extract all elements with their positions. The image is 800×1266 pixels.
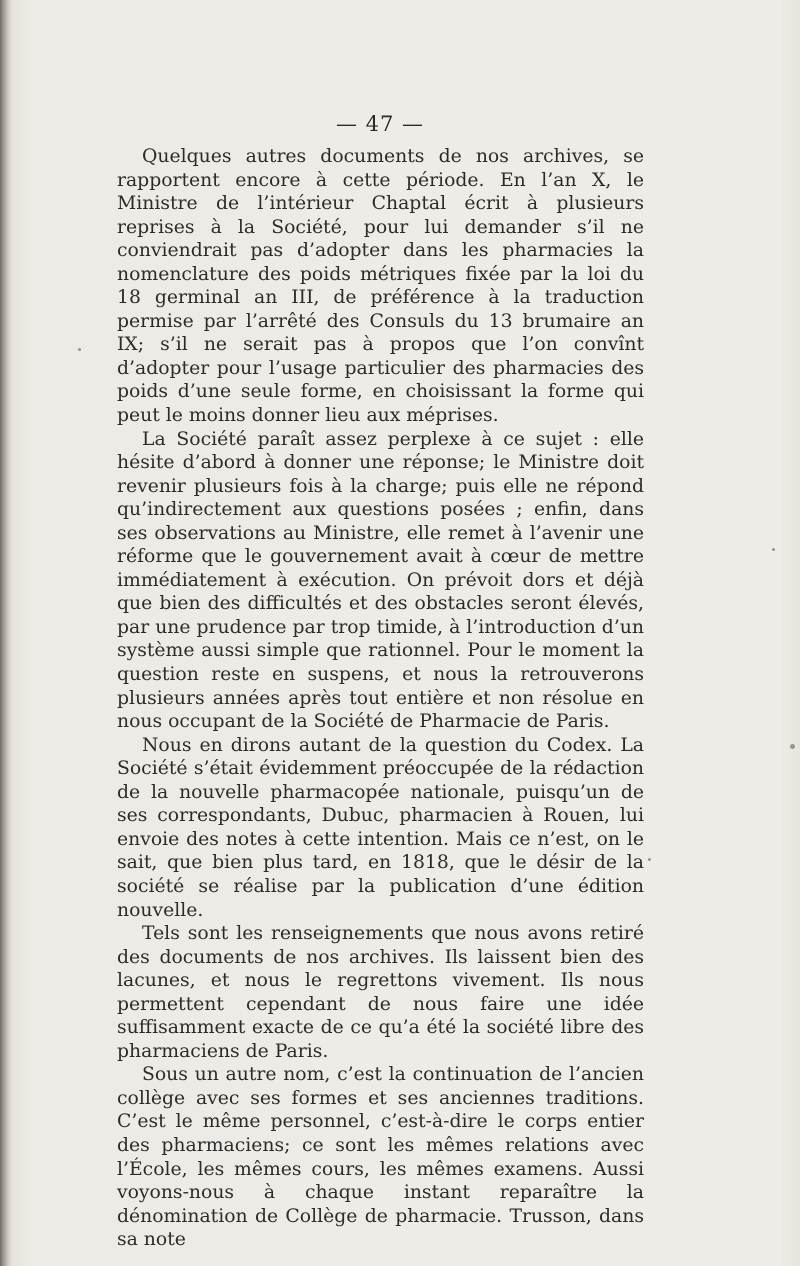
- paragraph-3: Nous en dirons autant de la question du Codex. La Société s’était évidemment préoccupée de la rédaction de la nouvelle pharmacopée nationale, puisqu’un de ses correspondants, Dubuc, pharmacien à Rouen, lui envoie des notes à cette intention. Mais ce n’est, on le sait, que bien plus tard, en 1818, que le désir de la société se réalise par la publication d’une édition nouvelle.: [117, 734, 644, 921]
- paragraph-1: Quelques autres documents de nos archives, se rapportent encore à cette période. En l’an X, le Ministre de l’intérieur Chaptal écrit à plusieurs reprises à la Société, pour lui demander s’il ne conviendrait pas d’adopter dans les pharmacies la nomenclature des poids métriques fixée par la loi du 18 germinal an III, de préférence à la traduction permise par l’arrêté des Consuls du 13 brumaire an IX; s’il ne serait pas à propos que l’on convînt d’adopter pour l’usage particulier des pharmacies des poids d’une seule forme, en choisissant la forme qui peut le moins donner lieu aux méprises.: [117, 146, 644, 427]
- paragraph-4: Tels sont les renseignements que nous avons retiré des documents de nos archives. Ils laissent bien des lacunes, et nous le regrettons vivement. Ils nous permettent cependant de nous faire une idée suffisamment exacte de ce qu’a été la société libre des pharmaciens de Paris.: [117, 923, 644, 1062]
- paper-speck: [648, 858, 651, 861]
- paper-speck: [772, 548, 775, 551]
- paragraph-5: Sous un autre nom, c’est la continuation de l’ancien collège avec ses formes et ses anciennes traditions. C’est le même personnel, c’est-à-dire le corps entier des pharmaciens; ce sont les mêmes relations avec l’École, les mêmes cours, les mêmes examens. Aussi voyons-nous à chaque instant reparaître la dénomination de Collège de pharmacie. Trusson, dans sa note: [117, 1064, 644, 1251]
- paragraph-2: La Société paraît assez perplexe à ce sujet : elle hésite d’abord à donner une réponse; le Ministre doit revenir plusieurs fois à la charge; puis elle ne répond qu’indirectement aux questions posées ; enfin, dans ses observations au Ministre, elle remet à l’avenir une réforme que le gouvernement avait à cœur de mettre immédiatement à exécution. On prévoit dors et déjà que bien des difficultés et des obstacles seront élevés, par une prudence par trop timide, à l’introduction d’un système aussi simple que rationnel. Pour le moment la question reste en suspens, et nous la retrouverons plusieurs années après tout entière et non résolue en nous occupant de la Société de Pharmacie de Paris.: [117, 428, 644, 733]
- book-gutter: [0, 0, 12, 1266]
- paper-speck: [78, 348, 81, 351]
- page-number: — 47 —: [335, 112, 425, 136]
- paper-speck: [790, 744, 795, 749]
- page-content: [117, 145, 644, 1252]
